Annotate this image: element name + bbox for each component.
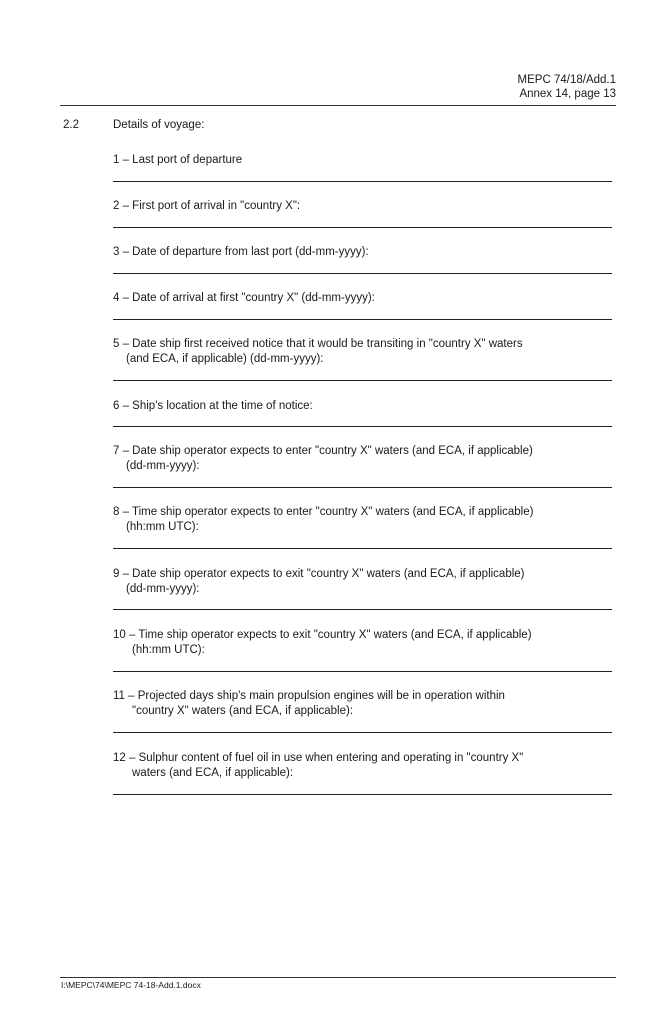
footer-file-path: I:\MEPC\74\MEPC 74-18-Add.1.docx: [61, 980, 201, 990]
answer-line[interactable]: [113, 671, 612, 672]
answer-line[interactable]: [113, 380, 612, 381]
form-item: [113, 444, 613, 474]
answer-line[interactable]: [113, 732, 612, 733]
form-item: [113, 337, 613, 367]
answer-line[interactable]: [113, 609, 612, 610]
form-item: [113, 291, 613, 306]
answer-line[interactable]: [113, 794, 612, 795]
section-heading: Details of voyage:: [113, 119, 205, 131]
form-item: [113, 567, 613, 597]
answer-line[interactable]: [113, 548, 612, 549]
form-item-label: 3 – Date of departure from last port (dd-mm-yyyy):: [113, 246, 369, 258]
form-item: [113, 245, 613, 260]
form-item: [113, 399, 613, 414]
header-divider: [60, 105, 616, 106]
page-header: [518, 73, 616, 101]
form-item-label-continued: "country X" waters (and ECA, if applicable):: [132, 705, 354, 717]
form-item-label-continued: (and ECA, if applicable) (dd-mm-yyyy):: [126, 353, 324, 365]
form-item: [113, 628, 613, 658]
form-item-label-continued: (dd-mm-yyyy):: [126, 460, 200, 472]
form-item-label: 8 – Time ship operator expects to enter "country X" waters (and ECA, if applicable): [113, 506, 534, 518]
form-item: [113, 505, 613, 535]
annex-page-number: Annex 14, page 13: [519, 88, 616, 100]
form-item-label: 12 – Sulphur content of fuel oil in use when entering and operating in "country X": [113, 752, 524, 764]
answer-line[interactable]: [113, 426, 612, 427]
form-item-label: 4 – Date of arrival at first "country X" (dd-mm-yyyy):: [113, 292, 375, 304]
footer-divider: [60, 977, 616, 978]
form-item: [113, 751, 613, 781]
form-item-label-continued: (dd-mm-yyyy):: [126, 583, 200, 595]
form-item-label: 11 – Projected days ship's main propulsion engines will be in operation within: [113, 690, 505, 702]
answer-line[interactable]: [113, 319, 612, 320]
answer-line[interactable]: [113, 181, 612, 182]
form-item-label-continued: waters (and ECA, if applicable):: [132, 767, 294, 779]
form-item: [113, 153, 613, 168]
form-item-label-continued: (hh:mm UTC):: [126, 521, 199, 533]
form-item-label-continued: (hh:mm UTC):: [132, 644, 205, 656]
answer-line[interactable]: [113, 273, 612, 274]
form-item-label: 1 – Last port of departure: [113, 154, 243, 166]
form-item-label: 10 – Time ship operator expects to exit "country X" waters (and ECA, if applicable): [113, 629, 532, 641]
answer-line[interactable]: [113, 227, 612, 228]
section-number: 2.2: [63, 119, 79, 131]
answer-line[interactable]: [113, 487, 612, 488]
form-item: [113, 199, 613, 214]
document-reference: MEPC 74/18/Add.1: [517, 74, 616, 86]
form-item-label: 5 – Date ship first received notice that it would be transiting in "country X" waters: [113, 338, 523, 350]
form-item-label: 9 – Date ship operator expects to exit "country X" waters (and ECA, if applicable): [113, 568, 525, 580]
form-item-label: 7 – Date ship operator expects to enter "country X" waters (and ECA, if applicable): [113, 445, 533, 457]
form-item: [113, 689, 613, 719]
form-item-label: 2 – First port of arrival in "country X":: [113, 200, 301, 212]
form-item-label: 6 – Ship's location at the time of notice:: [113, 400, 313, 412]
